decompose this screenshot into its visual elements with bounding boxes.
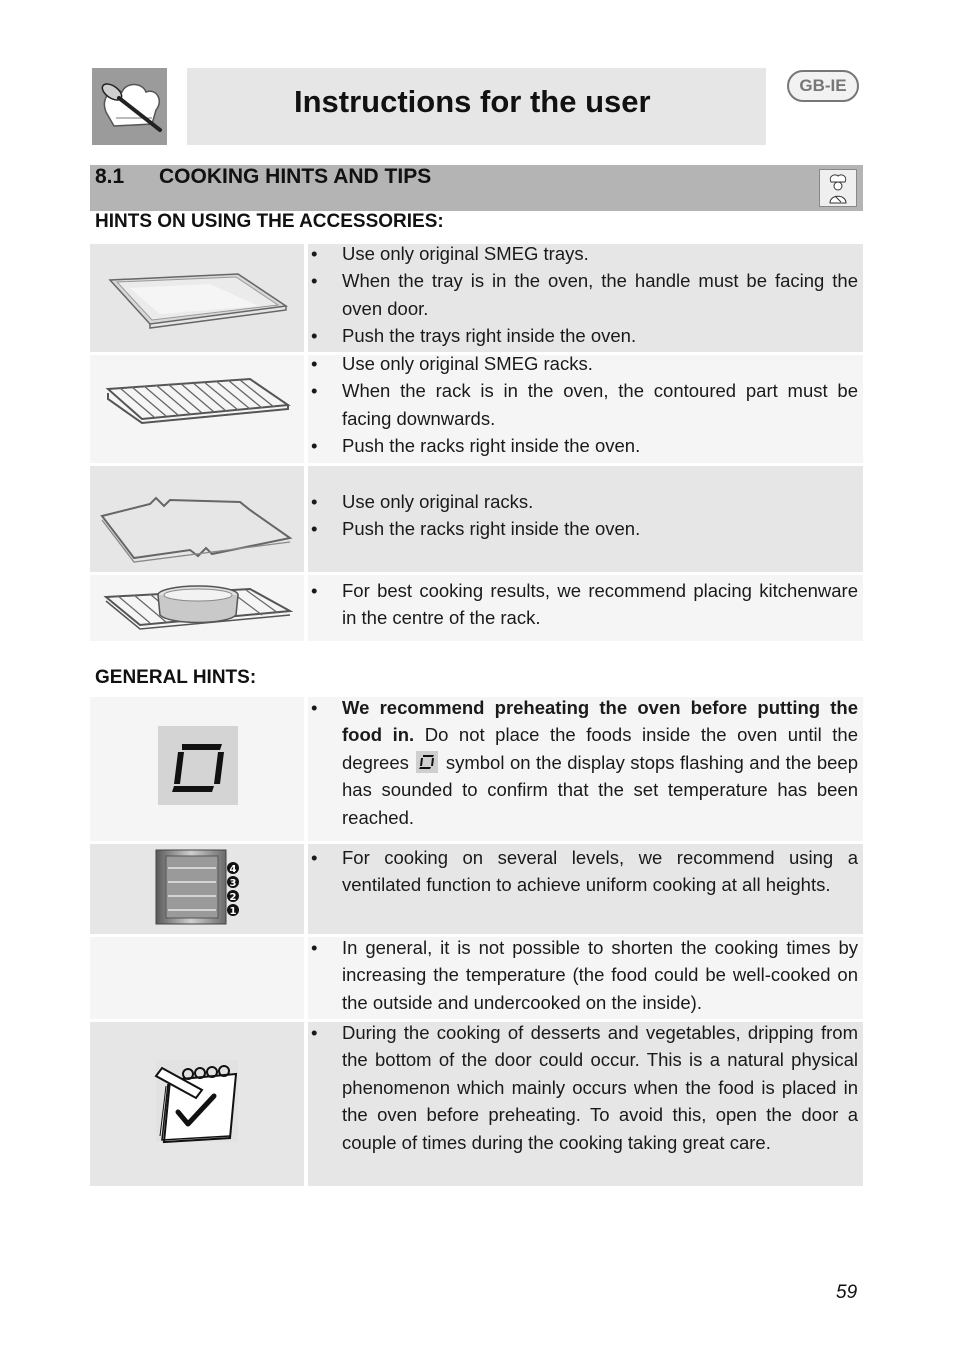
list-item: • For cooking on several levels, we recommend using a ventilated function to achieve uniform cooking at all heights. <box>308 844 858 899</box>
title-box <box>187 68 766 145</box>
page-title: Instructions for the user <box>294 84 651 119</box>
notepad-check-icon <box>90 1022 304 1186</box>
list-item: • For best cooking results, we recommend placing kitchenware in the centre of the rack. <box>308 577 858 632</box>
degree-symbol-icon <box>416 751 438 773</box>
rack-image-cell <box>90 355 304 463</box>
dripping-text-cell <box>308 1022 863 1186</box>
list-item: • Use only original SMEG trays. <box>308 240 858 267</box>
accessories-heading: HINTS ON USING THE ACCESSORIES: <box>95 211 444 232</box>
rack-pan-image-cell <box>90 575 304 641</box>
section-number: 8.1 <box>95 165 125 188</box>
rack-pan-text-cell <box>308 575 863 641</box>
list-item <box>308 694 858 831</box>
levels-image-cell <box>90 844 304 934</box>
section-title: COOKING HINTS AND TIPS <box>159 165 432 188</box>
list-item: • When the tray is in the oven, the handle must be facing the oven door. <box>308 267 858 322</box>
chef-icon <box>819 169 857 207</box>
notepad-image-cell <box>90 1022 304 1186</box>
wire-rack-image-cell <box>90 466 304 572</box>
preheat-text-b: symbol on the display stops flashing and the beep has sounded to confirm that the set temperature has been reached. <box>342 751 859 828</box>
level-3-label: 3 <box>229 878 237 889</box>
rack-text-cell <box>308 355 863 463</box>
list-item: • When the rack is in the oven, the contoured part must be facing downwards. <box>308 377 858 432</box>
list-item: • In general, it is not possible to shorten the cooking times by increasing the temperature (the food could be well-cooked on the outside and undercooked on the inside). <box>308 934 858 1016</box>
general-heading: GENERAL HINTS: <box>95 667 257 688</box>
level-2-label: 2 <box>229 892 237 903</box>
oven-rack-icon <box>90 355 304 463</box>
list-item: • Use only original SMEG racks. <box>308 350 858 377</box>
list-item: • Push the racks right inside the oven. <box>308 515 858 542</box>
level-1-label: 1 <box>229 906 237 917</box>
levels-text-cell <box>308 844 863 934</box>
oven-tray-icon <box>90 244 304 352</box>
list-item: • During the cooking of desserts and vegetables, dripping from the bottom of the door could occur. This is a natural physical phenomenon which mainly occurs when the food is placed in the oven before preheating. To avoid this, open the door a couple of times during the cooking taking great care. <box>308 1019 858 1156</box>
rack-with-pan-icon <box>90 575 304 641</box>
list-item: • Use only original racks. <box>308 488 858 515</box>
preheat-bold-text: We recommend preheating the oven before putting the food in. <box>342 697 858 746</box>
chef-hat-spoon-icon <box>92 68 167 145</box>
wire-rack-text-cell <box>308 466 863 572</box>
level-4-label: 4 <box>229 864 237 875</box>
wire-rack-icon <box>90 466 304 572</box>
empty-image-cell <box>90 937 304 1019</box>
section-bar <box>90 165 863 211</box>
tray-text-cell <box>308 244 863 352</box>
logo-box <box>92 68 167 145</box>
preheat-text-cell <box>308 697 863 841</box>
language-badge: GB-IE <box>787 70 859 102</box>
list-item: • Push the racks right inside the oven. <box>308 432 858 459</box>
page-number: 59 <box>836 1282 858 1303</box>
display-degree-symbol-icon <box>158 726 238 805</box>
list-item: • Push the trays right inside the oven. <box>308 322 858 349</box>
temperature-text-cell <box>308 937 863 1019</box>
oven-levels-icon <box>90 844 304 934</box>
preheat-text-a: Do not place the foods inside the oven until the degrees <box>342 724 858 773</box>
tray-image-cell <box>90 244 304 352</box>
display-image-cell <box>90 697 304 841</box>
